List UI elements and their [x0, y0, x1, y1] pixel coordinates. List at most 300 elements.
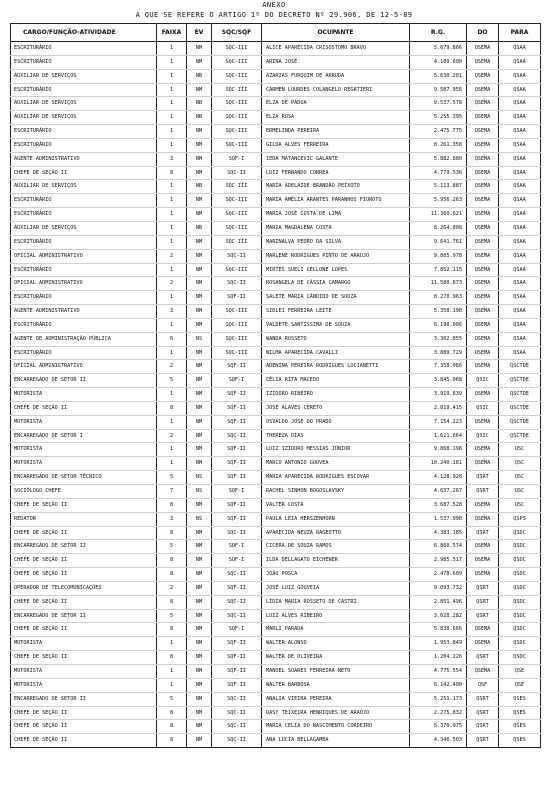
ocupante-cell: CICERA DE SOUZA RAMOS	[262, 540, 410, 554]
cargo-cell: CHEFE DE SEÇÃO II	[11, 554, 157, 568]
faixa-cell: 5	[157, 609, 187, 623]
do-cell: QSEMA	[467, 221, 499, 235]
column-header-sqc-sqf: SQC/SQF	[212, 24, 262, 42]
rg-cell: 5.679.866	[410, 42, 467, 56]
annex-heading: ANEXO	[262, 1, 286, 9]
faixa-cell: 3	[157, 512, 187, 526]
ev-cell: NM	[187, 388, 212, 402]
sqc-sqf-cell: SQF-II	[212, 498, 262, 512]
table-row	[11, 125, 541, 139]
do-cell: QSEMA	[467, 83, 499, 97]
sqc-sqf-cell: SQC-III	[212, 332, 262, 346]
do-cell: QSEMA	[467, 152, 499, 166]
do-cell: QSEMA	[467, 208, 499, 222]
do-cell: QSEMA	[467, 249, 499, 263]
faixa-cell: 1	[157, 664, 187, 678]
faixa-cell: 8	[157, 623, 187, 637]
ocupante-cell: IZIDORO RIBEIRO	[262, 388, 410, 402]
table-row	[11, 55, 541, 69]
faixa-cell: 3	[157, 152, 187, 166]
para-cell: QSAA	[499, 305, 541, 319]
do-cell: QSEMA	[467, 138, 499, 152]
ocupante-cell: JOSÉ ALAVES CERETO	[262, 401, 410, 415]
faixa-cell: 8	[157, 568, 187, 582]
do-cell: QSEMA	[467, 332, 499, 346]
sqc-sqf-cell: SQC-III	[212, 346, 262, 360]
table-row	[11, 180, 541, 194]
cargo-cell: CHEFE DE SEÇÃO II	[11, 401, 157, 415]
para-cell: QSAA	[499, 180, 541, 194]
faixa-cell: 8	[157, 651, 187, 665]
ocupante-cell: ERMELINDA PEREIRA	[262, 125, 410, 139]
table-row	[11, 194, 541, 208]
ocupante-cell: WALTER DE OLIVEIRA	[262, 651, 410, 665]
do-cell: QSEMA	[467, 305, 499, 319]
faixa-cell: 8	[157, 526, 187, 540]
sqc-sqf-cell: SQC-II	[212, 692, 262, 706]
faixa-cell: 2	[157, 277, 187, 291]
ocupante-cell: SALETE MARIA CÂNDIDO DE SOUZA	[262, 291, 410, 305]
sqc-sqf-cell: SQC-II	[212, 609, 262, 623]
do-cell: QSRT	[467, 692, 499, 706]
ev-cell: NM	[187, 194, 212, 208]
para-cell: QSAA	[499, 138, 541, 152]
ev-cell: NM	[187, 581, 212, 595]
ev-cell: NM	[187, 692, 212, 706]
table-row	[11, 83, 541, 97]
ocupante-cell: THEREZA DIAS	[262, 429, 410, 443]
faixa-cell: 8	[157, 498, 187, 512]
para-cell: QSC	[499, 498, 541, 512]
ev-cell: NM	[187, 720, 212, 734]
ocupante-cell: MARLENE RODRIGUES PINTO DE ARAÚJO	[262, 249, 410, 263]
cargo-cell: ENCARREGADO DE SETOR I	[11, 429, 157, 443]
sqc-sqf-cell: SQC-III	[212, 208, 262, 222]
ocupante-cell: WILMA APARECIDA CAVALLI	[262, 346, 410, 360]
ocupante-cell: WALTER ALONSO	[262, 637, 410, 651]
faixa-cell: 5	[157, 692, 187, 706]
para-cell: QSDC	[499, 609, 541, 623]
cargo-cell: OPERADOR DE TELECOMUNICAÇÕES	[11, 581, 157, 595]
rg-cell: 5.251.173	[410, 692, 467, 706]
do-cell: QSRT	[467, 651, 499, 665]
ocupante-cell: WALTER BARBOSA	[262, 678, 410, 692]
rg-cell: 5.255.395	[410, 111, 467, 125]
do-cell: QSEMA	[467, 277, 499, 291]
cargo-cell: CHEFE DE SEÇÃO II	[11, 166, 157, 180]
do-cell: QSEMA	[467, 568, 499, 582]
ev-cell: NM	[187, 595, 212, 609]
ev-cell: NB	[187, 221, 212, 235]
rg-cell: 7.852.115	[410, 263, 467, 277]
sqc-sqf-cell: SQC-II	[212, 568, 262, 582]
do-cell: QSEMA	[467, 360, 499, 374]
table-row	[11, 651, 541, 665]
faixa-cell: 1	[157, 194, 187, 208]
table-row	[11, 471, 541, 485]
para-cell: QSE	[499, 678, 541, 692]
do-cell: QSEMA	[467, 664, 499, 678]
para-cell: QSCTDE	[499, 360, 541, 374]
para-cell: QSCTDE	[499, 374, 541, 388]
ocupante-cell: ARINA JOSÉ	[262, 55, 410, 69]
sqc-sqf-cell: SQF-I	[212, 152, 262, 166]
cargo-cell: MOTORISTA	[11, 637, 157, 651]
ev-cell: NM	[187, 42, 212, 56]
rg-cell: 4.346.503	[410, 734, 467, 748]
sqc-sqf-cell: SQF-II	[212, 388, 262, 402]
cargo-cell: AUXILIAR DE SERVIÇOS	[11, 69, 157, 83]
ev-cell: NS	[187, 471, 212, 485]
table-row	[11, 678, 541, 692]
ev-cell: NM	[187, 305, 212, 319]
faixa-cell: 8	[157, 720, 187, 734]
do-cell: QSIC	[467, 401, 499, 415]
column-header-rg: R.G.	[410, 24, 467, 42]
table-row	[11, 318, 541, 332]
sqc-sqf-cell: SQC-III	[212, 263, 262, 277]
ocupante-cell: OSVALDO JOSÉ DO PRADO	[262, 415, 410, 429]
table-row	[11, 360, 541, 374]
cargo-cell: AGENTE ADMINISTRATIVO	[11, 305, 157, 319]
column-header-faixa: FAIXA	[157, 24, 187, 42]
table-row	[11, 637, 541, 651]
sqc-sqf-cell: SQC-II	[212, 166, 262, 180]
ev-cell: NM	[187, 609, 212, 623]
do-cell: QSRT	[467, 526, 499, 540]
rg-cell: 2.275.832	[410, 706, 467, 720]
sqc-sqf-cell: SQC-III	[212, 138, 262, 152]
decree-subtitle: A QUE SE REFERE O ARTIGO 1º DO DECRETO Nº 29.906, DE 12-5-89	[135, 11, 413, 19]
rg-cell: 9.093.732	[410, 581, 467, 595]
cargo-cell: ENCARREGADO DE SETOR II	[11, 540, 157, 554]
ev-cell: NM	[187, 443, 212, 457]
rg-cell: 4.189.600	[410, 55, 467, 69]
ev-cell: NM	[187, 235, 212, 249]
ev-cell: NS	[187, 332, 212, 346]
para-cell: QSAA	[499, 208, 541, 222]
rg-cell: 6.190.006	[410, 318, 467, 332]
faixa-cell: 8	[157, 734, 187, 748]
rg-cell: 9.641.761	[410, 235, 467, 249]
table-body	[11, 42, 541, 748]
sqc-sqf-cell: SQC-III	[212, 221, 262, 235]
cargo-cell: CHEFE DE SEÇÃO II	[11, 526, 157, 540]
para-cell: QSAA	[499, 332, 541, 346]
cargo-cell: ESCRITURÁRIO	[11, 138, 157, 152]
cargo-cell: ESCRITURÁRIO	[11, 291, 157, 305]
rg-cell: 3.362.855	[410, 332, 467, 346]
ev-cell: NM	[187, 664, 212, 678]
ocupante-cell: MARIA AMÉLIA ARANTES PARANHOS FIOROTO	[262, 194, 410, 208]
table-row	[11, 609, 541, 623]
sqc-sqf-cell: SQF-I	[212, 623, 262, 637]
table-row	[11, 42, 541, 56]
sqc-sqf-cell: SQC-II	[212, 429, 262, 443]
ocupante-cell: PAULA LEIA HERSZENHORN	[262, 512, 410, 526]
column-header-ev: EV	[187, 24, 212, 42]
ev-cell: NM	[187, 208, 212, 222]
ev-cell: NM	[187, 277, 212, 291]
ev-cell: NM	[187, 734, 212, 748]
rg-cell: 4.779.536	[410, 166, 467, 180]
faixa-cell: 1	[157, 221, 187, 235]
sqc-sqf-cell: SQC-III	[212, 42, 262, 56]
sqc-sqf-cell: SQC-II	[212, 249, 262, 263]
ev-cell: NM	[187, 360, 212, 374]
ev-cell: NB	[187, 69, 212, 83]
ocupante-cell: MARINALVA PEDRO DA SILVA	[262, 235, 410, 249]
sqc-sqf-cell: SQF-II	[212, 664, 262, 678]
do-cell: QSIC	[467, 429, 499, 443]
table-header	[11, 24, 541, 42]
table-row	[11, 415, 541, 429]
table-row	[11, 277, 541, 291]
faixa-cell: 1	[157, 346, 187, 360]
sqc-sqf-cell: SQC-III	[212, 97, 262, 111]
para-cell: QSAA	[499, 318, 541, 332]
rg-cell: 5.838.666	[410, 623, 467, 637]
sqc-sqf-cell: SQF-II	[212, 651, 262, 665]
table-row	[11, 235, 541, 249]
cargo-cell: CHEFE DE SEÇÃO II	[11, 568, 157, 582]
sqc-sqf-cell: SQC-III	[212, 69, 262, 83]
do-cell: QSEMA	[467, 457, 499, 471]
do-cell: QSEMA	[467, 498, 499, 512]
cargo-cell: CHEFE DE SEÇÃO II	[11, 595, 157, 609]
cargo-cell: SOCIÓLOGO CHEFE	[11, 485, 157, 499]
do-cell: QSEMA	[467, 623, 499, 637]
para-cell: QSE	[499, 664, 541, 678]
rg-cell: 3.845.068	[410, 374, 467, 388]
cargo-cell: ENCARREGADO DE SETOR II	[11, 692, 157, 706]
faixa-cell: 2	[157, 429, 187, 443]
rg-cell: 9.537.578	[410, 97, 467, 111]
ev-cell: NM	[187, 678, 212, 692]
rg-cell: 11.580.673	[410, 277, 467, 291]
do-cell: QSEMA	[467, 111, 499, 125]
column-header-cargo: CARGO/FUNÇÃO-ATIVIDADE	[11, 24, 157, 42]
rg-cell: 9.868.198	[410, 443, 467, 457]
cargo-cell: CHEFE DE SEÇÃO II	[11, 734, 157, 748]
ocupante-cell: DASY TEIXEIRA HENRIQUES DE ARAÚJO	[262, 706, 410, 720]
table-row	[11, 69, 541, 83]
faixa-cell: 1	[157, 443, 187, 457]
cargo-cell: CHEFE DE SEÇÃO II	[11, 651, 157, 665]
rg-cell: 3.889.729	[410, 346, 467, 360]
ocupante-cell: SIDLEI FERREIRA LEITE	[262, 305, 410, 319]
ev-cell: NM	[187, 152, 212, 166]
faixa-cell: 6	[157, 332, 187, 346]
table-row	[11, 263, 541, 277]
do-cell: QSEMA	[467, 97, 499, 111]
sqc-sqf-cell: SQC-III	[212, 194, 262, 208]
faixa-cell: 1	[157, 318, 187, 332]
faixa-cell: 5	[157, 374, 187, 388]
cargo-cell: CHEFE DE SEÇÃO II	[11, 498, 157, 512]
rg-cell: 5.956.263	[410, 194, 467, 208]
ocupante-cell: MARIA APARECIDA RODRIGUES ESCOVAR	[262, 471, 410, 485]
sqc-sqf-cell: SQC-III	[212, 305, 262, 319]
para-cell: QSAA	[499, 111, 541, 125]
cargo-cell: MOTORISTA	[11, 457, 157, 471]
staff-table	[10, 23, 541, 748]
do-cell: QSEMA	[467, 346, 499, 360]
do-cell: QSEMA	[467, 443, 499, 457]
para-cell: QSAA	[499, 55, 541, 69]
cargo-cell: ESCRITURÁRIO	[11, 194, 157, 208]
sqc-sqf-cell: SQF-II	[212, 471, 262, 485]
cargo-cell: AUXILIAR DE SERVIÇOS	[11, 97, 157, 111]
do-cell: QSEMA	[467, 415, 499, 429]
table-row	[11, 208, 541, 222]
para-cell: QSES	[499, 692, 541, 706]
table-row	[11, 595, 541, 609]
ocupante-cell: LUIZ IZIDORO MESSIAS JÚNIOR	[262, 443, 410, 457]
do-cell: QSEMA	[467, 637, 499, 651]
sqc-sqf-cell: SQC-III	[212, 318, 262, 332]
cargo-cell: AGENTE ADMINISTRATIVO	[11, 152, 157, 166]
cargo-cell: ESCRITURÁRIO	[11, 346, 157, 360]
ev-cell: NM	[187, 429, 212, 443]
ev-cell: NM	[187, 249, 212, 263]
table-row	[11, 401, 541, 415]
rg-cell: 6.142.400	[410, 678, 467, 692]
ocupante-cell: LUIZ ALVES RIBEIRO	[262, 609, 410, 623]
do-cell: QSEMA	[467, 180, 499, 194]
cargo-cell: ENCARREGADO DE SETOR II	[11, 609, 157, 623]
table-row	[11, 221, 541, 235]
para-cell: QSC	[499, 443, 541, 457]
para-cell: QSAA	[499, 346, 541, 360]
para-cell: QSDC	[499, 581, 541, 595]
cargo-cell: AGENTE DE ADMINISTRAÇÃO PÚBLICA	[11, 332, 157, 346]
table-row	[11, 540, 541, 554]
cargo-cell: MOTORISTA	[11, 678, 157, 692]
do-cell: QSEMA	[467, 42, 499, 56]
sqc-sqf-cell: SQC-III	[212, 180, 262, 194]
ocupante-cell: RACHEL SINHON BOGOSLAVSKY	[262, 485, 410, 499]
para-cell: QSAA	[499, 194, 541, 208]
do-cell: QSEMA	[467, 291, 499, 305]
para-cell: QSC	[499, 471, 541, 485]
ocupante-cell: LÍDIA MARIA ROSSETO DE CASTRI	[262, 595, 410, 609]
ocupante-cell: MARLI PARADA	[262, 623, 410, 637]
sqc-sqf-cell: SQC-II	[212, 526, 262, 540]
table-row	[11, 734, 541, 748]
para-cell: QSDC	[499, 651, 541, 665]
do-cell: QSEMA	[467, 512, 499, 526]
cargo-cell: OFICIAL ADMINISTRATIVO	[11, 277, 157, 291]
do-cell: QSEMA	[467, 554, 499, 568]
sqc-sqf-cell: SQF-II	[212, 360, 262, 374]
rg-cell: 2.985.517	[410, 554, 467, 568]
cargo-cell: CHEFE DE SEÇÃO II	[11, 720, 157, 734]
faixa-cell: 1	[157, 83, 187, 97]
faixa-cell: 8	[157, 554, 187, 568]
do-cell: QSRT	[467, 595, 499, 609]
table-row	[11, 388, 541, 402]
do-cell: QSRT	[467, 581, 499, 595]
table-row	[11, 554, 541, 568]
table-row	[11, 429, 541, 443]
ocupante-cell: MANOEL SOARES FERREIRA NETO	[262, 664, 410, 678]
ocupante-cell: ILDA DELLAGATO EICHENER	[262, 554, 410, 568]
table-row	[11, 97, 541, 111]
sqc-sqf-cell: SQF-II	[212, 678, 262, 692]
faixa-cell: 1	[157, 111, 187, 125]
faixa-cell: 7	[157, 485, 187, 499]
faixa-cell: 1	[157, 457, 187, 471]
table-row	[11, 664, 541, 678]
ev-cell: NM	[187, 568, 212, 582]
para-cell: QSCTDE	[499, 388, 541, 402]
faixa-cell: 1	[157, 180, 187, 194]
para-cell: QSDC	[499, 540, 541, 554]
ev-cell: NM	[187, 651, 212, 665]
para-cell: QSAA	[499, 221, 541, 235]
cargo-cell: ESCRITURÁRIO	[11, 125, 157, 139]
ev-cell: NM	[187, 125, 212, 139]
rg-cell: 8.261.358	[410, 138, 467, 152]
cargo-cell: ESCRITURÁRIO	[11, 235, 157, 249]
rg-cell: 4.383.185	[410, 526, 467, 540]
cargo-cell: ESCRITURÁRIO	[11, 263, 157, 277]
faixa-cell: 1	[157, 125, 187, 139]
sqc-sqf-cell: SQC-II	[212, 734, 262, 748]
ocupante-cell: VALTER COSTA	[262, 498, 410, 512]
column-header-do: DO	[467, 24, 499, 42]
rg-cell: 7.154.223	[410, 415, 467, 429]
cargo-cell: MOTORISTA	[11, 443, 157, 457]
table-row	[11, 305, 541, 319]
do-cell: QSRT	[467, 706, 499, 720]
cargo-cell: MOTORISTA	[11, 388, 157, 402]
sqc-sqf-cell: SQF-I	[212, 485, 262, 499]
para-cell: QSDC	[499, 554, 541, 568]
rg-cell: 4.775.554	[410, 664, 467, 678]
sqc-sqf-cell: SQF-I	[212, 374, 262, 388]
rg-cell: 2.478.609	[410, 568, 467, 582]
ev-cell: NM	[187, 457, 212, 471]
rg-cell: 2.475.775	[410, 125, 467, 139]
rg-cell: 1.953.849	[410, 637, 467, 651]
column-header-para: PARA	[499, 24, 541, 42]
ocupante-cell: GILDA ALVES FERREIRA	[262, 138, 410, 152]
cargo-cell: ESCRITURÁRIO	[11, 208, 157, 222]
faixa-cell: 1	[157, 97, 187, 111]
sqc-sqf-cell: SQC-III	[212, 111, 262, 125]
faixa-cell: 1	[157, 291, 187, 305]
table-row	[11, 692, 541, 706]
do-cell: QSEMA	[467, 125, 499, 139]
sqc-sqf-cell: SQF-II	[212, 443, 262, 457]
sqc-sqf-cell: SQC-II	[212, 720, 262, 734]
para-cell: QSDC	[499, 526, 541, 540]
faixa-cell: 8	[157, 595, 187, 609]
ocupante-cell: ADENINA PEREIRA RODRIGUES LUCIANETTI	[262, 360, 410, 374]
table-row	[11, 111, 541, 125]
do-cell: QSEMA	[467, 263, 499, 277]
faixa-cell: 2	[157, 360, 187, 374]
rg-cell: 1.204.226	[410, 651, 467, 665]
table-row	[11, 138, 541, 152]
sqc-sqf-cell: SQF-I	[212, 540, 262, 554]
do-cell: QSRT	[467, 609, 499, 623]
cargo-cell: ESCRITURÁRIO	[11, 83, 157, 97]
rg-cell: 4.637.267	[410, 485, 467, 499]
para-cell: QSPS	[499, 512, 541, 526]
